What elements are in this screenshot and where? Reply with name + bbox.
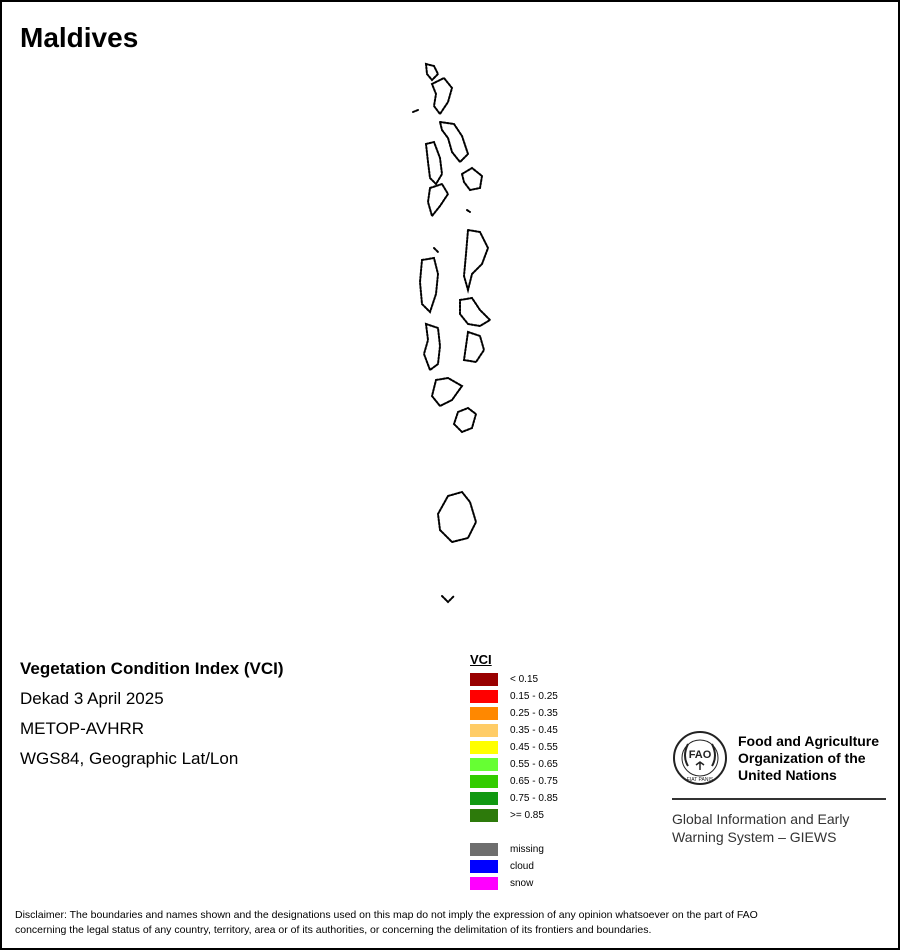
atoll-north-ari [420, 258, 438, 312]
fao-name-line: United Nations [738, 766, 837, 783]
legend-item [470, 671, 558, 688]
legend-label: snow [510, 878, 534, 889]
legend-label: 0.25 - 0.35 [510, 708, 558, 719]
legend-item-missing [470, 841, 558, 858]
giews-name [672, 810, 886, 846]
legend-label: cloud [510, 861, 534, 872]
map-info [20, 658, 284, 778]
atoll-north-thiladhunmathi [432, 78, 452, 114]
legend-item [470, 688, 558, 705]
disclaimer-line: concerning the legal status of any country, territory, area or of its authorities, or concerning the delimitation of its frontiers and boundaries. [15, 924, 652, 936]
legend-item [470, 722, 558, 739]
legend-item [470, 756, 558, 773]
legend-swatch [470, 673, 498, 686]
legend-label: 0.45 - 0.55 [510, 742, 558, 753]
legend-label: missing [510, 844, 544, 855]
legend-label: 0.35 - 0.45 [510, 725, 558, 736]
fao-name-line: Food and Agriculture [738, 732, 880, 749]
index-name: Vegetation Condition Index (VCI) [20, 659, 284, 678]
vci-legend [470, 652, 558, 892]
legend-item-snow [470, 875, 558, 892]
giews-line: Warning System – GIEWS [672, 829, 837, 845]
legend-item [470, 739, 558, 756]
atoll-map [2, 2, 898, 642]
legend-swatch [470, 775, 498, 788]
projection-label: WGS84, Geographic Lat/Lon [20, 749, 239, 768]
atoll-maalhosmadulu-south [428, 184, 448, 216]
legend-label: >= 0.85 [510, 810, 544, 821]
atoll-south-ari [424, 324, 440, 370]
legend-item [470, 807, 558, 824]
atoll-kolhumadulu [454, 408, 476, 432]
fao-branding [672, 730, 886, 846]
legend-swatch [470, 877, 498, 890]
legend-item [470, 790, 558, 807]
legend-swatch [470, 758, 498, 771]
atoll-isle-mid [467, 210, 470, 212]
map-canvas[interactable] [2, 2, 898, 642]
legend-title: VCI [470, 652, 492, 667]
fao-name [738, 733, 879, 784]
map-title: Maldives [20, 22, 139, 53]
fao-header [672, 730, 886, 786]
atoll-north-male [464, 230, 488, 290]
legend-label: 0.75 - 0.85 [510, 793, 558, 804]
atoll-south-miladhunmadulu [440, 122, 468, 162]
legend-swatch [470, 860, 498, 873]
period-label: Dekad 3 April 2025 [20, 689, 164, 708]
fao-name-line: Organization of the [738, 749, 866, 766]
atoll-maalhosmadulu-north [426, 142, 442, 184]
atoll-felidhu [464, 332, 484, 362]
legend-spacer [470, 824, 558, 841]
legend-item-cloud [470, 858, 558, 875]
legend-swatch [470, 690, 498, 703]
atoll-isle-west [413, 110, 418, 112]
giews-line: Global Information and Early [672, 811, 850, 827]
atoll-nilandhe [432, 378, 462, 406]
legend-swatch [470, 792, 498, 805]
legend-label: < 0.15 [510, 674, 539, 685]
atoll-huvadhu [438, 492, 476, 542]
atoll-south-male [460, 298, 490, 326]
legend-swatch [470, 707, 498, 720]
atoll-rasdhoo [434, 248, 438, 252]
fao-logo-text: FAO [688, 749, 712, 761]
legend-label: 0.55 - 0.65 [510, 759, 558, 770]
legend-swatch [470, 741, 498, 754]
legend-item [470, 705, 558, 722]
disclaimer [15, 908, 885, 938]
atoll-ihavandhippolhu [426, 64, 438, 80]
atoll-fuvahmulah [442, 596, 454, 602]
legend-swatch [470, 724, 498, 737]
fao-logo-icon [672, 730, 728, 786]
fao-logo-motto: FIAT PANIS [686, 777, 714, 783]
legend-label: 0.65 - 0.75 [510, 776, 558, 787]
legend-label: 0.15 - 0.25 [510, 691, 558, 702]
divider [672, 798, 886, 800]
disclaimer-line: Disclaimer: The boundaries and names shown and the designations used on this map do not imply the expression of any opinion whatsoever on the part of FAO [15, 909, 758, 921]
legend-swatch [470, 843, 498, 856]
sensor-label: METOP-AVHRR [20, 719, 145, 738]
legend-item [470, 773, 558, 790]
legend-swatch [470, 809, 498, 822]
atoll-faadhippolhu [462, 168, 482, 190]
